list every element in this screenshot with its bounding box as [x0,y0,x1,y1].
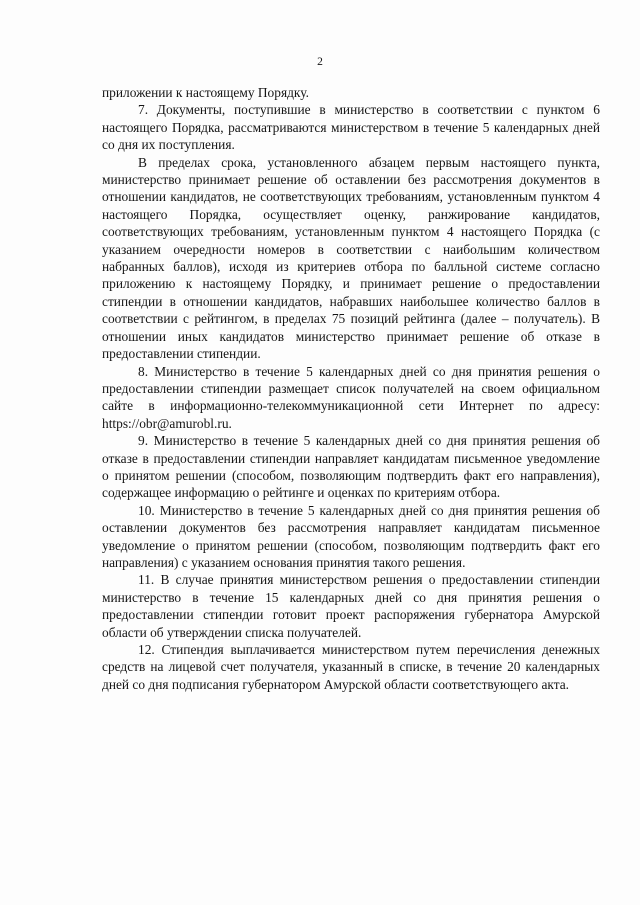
paragraph-item-9: 9. Министерство в течение 5 календарных дней со дня принятия решения об отказе в предоставлении стипендии направляет кандидатам письменное уведомление о принятом решении (способом, позволяющим подтвердить факт его направления), содержащее информацию о рейтинге и оценках по критериям отбора. [102,433,600,501]
paragraph-item-7: 7. Документы, поступившие в министерство в соответствии с пунктом 6 настоящего Порядка, рассматриваются министерством в течение 5 календарных дней со дня их поступления. [102,102,600,153]
paragraph-item-7-details: В пределах срока, установленного абзацем первым настоящего пункта, министерство принимает решение об оставлении без рассмотрения документов в отношении кандидатов, не соответствующих требованиям, установленным пунктом 4 настоящего Порядка, осуществляет оценку, ранжирование кандидатов, соответствующих требованиям, установленным пунктом 4 настоящего Порядка (с указанием очередности номеров в соответствии с наибольшим количеством набранных баллов), исходя из критериев отбора по балльной системе согласно приложению к настоящему Порядку, и принимает решение о предоставлении стипендии в отношении кандидатов, набравших наибольшее количество баллов в соответствии с рейтингом, в пределах 75 позиций рейтинга (далее – получатель). В отношении иных кандидатов министерство принимает решение об отказе в предоставлении стипендии. [102,154,600,362]
paragraph-item-12: 12. Стипендия выплачивается министерством путем перечисления денежных средств на лицевой счет получателя, указанный в списке, в течение 20 календарных дней со дня подписания губернатором Амурской области соответствующего акта. [102,642,600,692]
paragraph-item-8: 8. Министерство в течение 5 календарных дней со дня принятия решения о предоставлении стипендии размещает список получателей на своем официальном сайте в информационно-телекоммуникационной сети Интернет по адресу: https://obr@amurobl.ru. [102,363,600,431]
document-body [102,84,600,693]
paragraph-item-11: 11. В случае принятия министерством решения о предоставлении стипендии министерство в течение 15 календарных дней со дня принятия решения о предоставлении стипендии готовит проект распоряжения губернатора Амурской области об утверждении списка получателей. [102,572,600,640]
paragraph-continuation: приложении к настоящему Порядку. [102,85,309,100]
paragraph-item-10: 10. Министерство в течение 5 календарных дней со дня принятия решения об оставлении документов без рассмотрения направляет кандидатам письменное уведомление о принятом решении (способом, позволяющим подтвердить факт его направления) с указанием основания принятия такого решения. [102,502,600,570]
page-number: 2 [317,56,323,68]
